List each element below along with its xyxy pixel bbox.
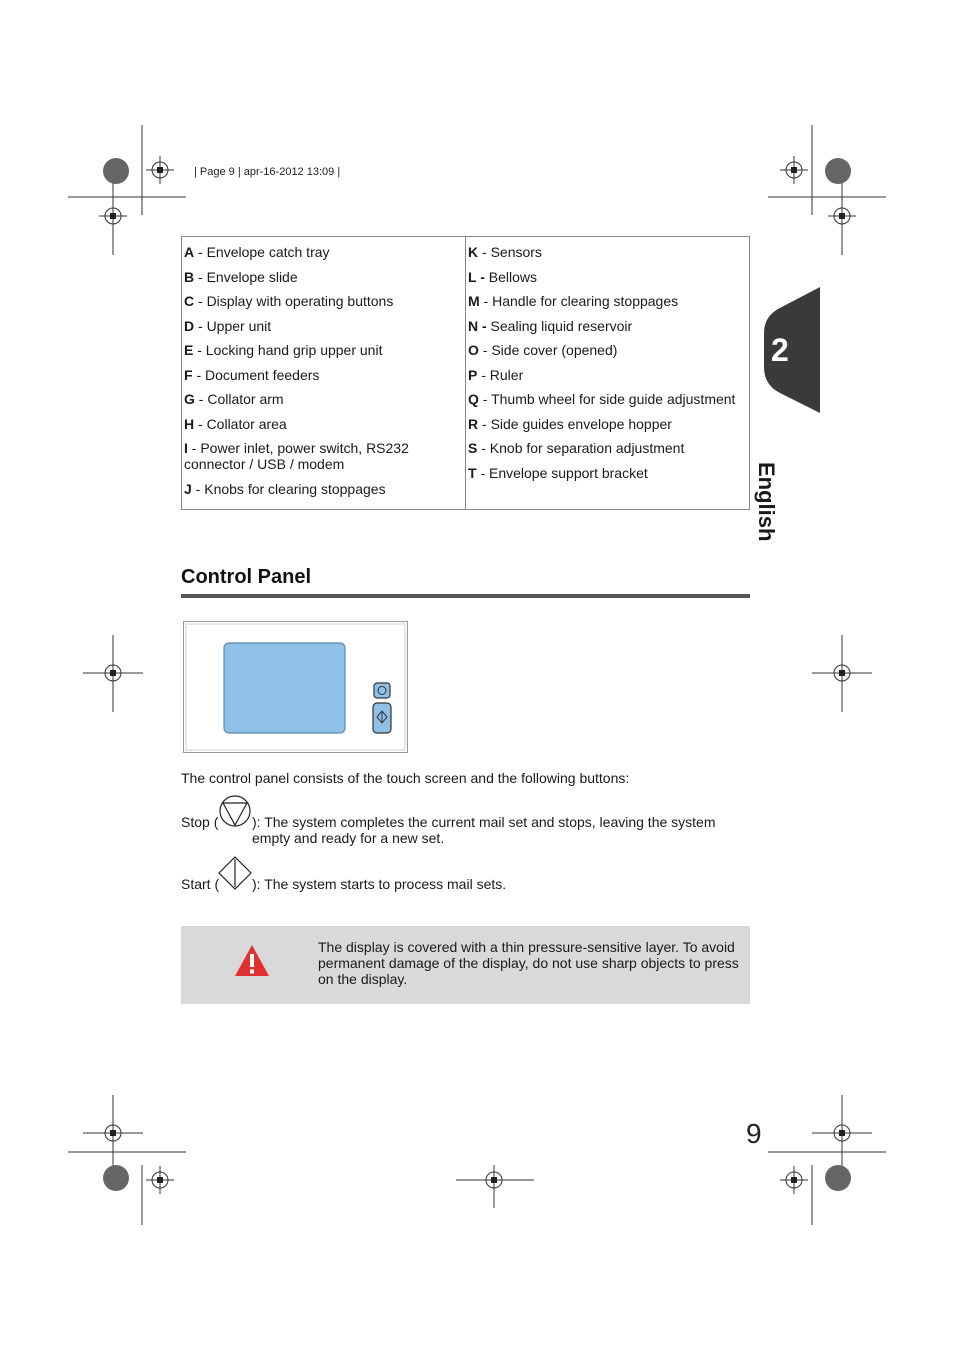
legend-item: C - Display with operating buttons [184,293,394,309]
legend-item: M - Handle for clearing stoppages [468,293,679,309]
legend-item: N - Sealing liquid reservoir [468,317,633,334]
start-description: ): The system starts to process mail sets. [252,876,507,892]
legend-right-column [466,237,750,510]
parts-legend-table [181,236,750,510]
legend-item: E - Locking hand grip upper unit [184,342,383,358]
legend-item: F - Document feeders [184,366,320,383]
section-title: Control Panel [181,566,312,588]
intro-paragraph: The control panel consists of the touch screen and the following buttons: [181,770,630,786]
warning-icon [234,944,270,977]
legend-item: G - Collator arm [184,391,284,407]
legend-item: S - Knob for separation adjustment [468,440,685,456]
section-divider [181,594,750,598]
legend-left-column [182,237,466,510]
legend-item: D - Upper unit [184,317,272,334]
legend-item: T - Envelope support bracket [468,464,648,481]
start-prefix: Start ( [181,876,220,892]
legend-item: P - Ruler [468,366,524,383]
control-panel-illustration [183,621,408,753]
legend-item: R - Side guides envelope hopper [468,415,672,432]
warning-text: The display is covered with a thin pressure-sensitive layer. To avoid permanent damage of the display, do not use sharp objects to press on the display. [318,939,739,987]
legend-item: I - Power inlet, power switch, RS232 connector / USB / modem [184,440,409,472]
print-header: | Page 9 | apr-16-2012 13:09 | [194,166,341,178]
legend-item: L - Bellows [468,268,537,285]
stop-description: ): The system completes the current mail set and stops, leaving the system empty and ready for a new set. [252,814,716,846]
legend-item: K - Sensors [468,244,542,260]
stop-icon [217,795,253,829]
legend-item: Q - Thumb wheel for side guide adjustment [468,391,736,407]
page-number: 9 [746,1118,762,1149]
chapter-number: 2 [771,332,789,368]
legend-item: H - Collator area [184,415,287,432]
legend-item: B - Envelope slide [184,268,298,285]
legend-item: A - Envelope catch tray [184,244,330,260]
start-icon [217,855,253,891]
legend-item: J - Knobs for clearing stoppages [184,480,386,497]
legend-item: O - Side cover (opened) [468,342,618,358]
stop-prefix: Stop ( [181,814,219,830]
